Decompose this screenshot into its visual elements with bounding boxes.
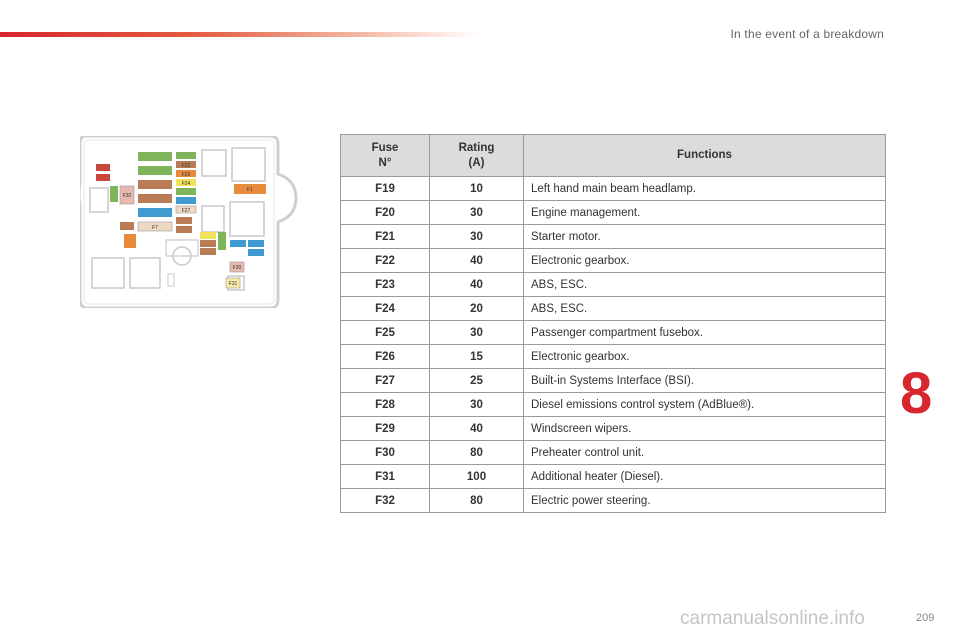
fuse-slot — [96, 164, 110, 171]
page-number: 209 — [916, 612, 935, 624]
cell-rating: 30 — [430, 225, 524, 249]
fuse-table — [340, 134, 886, 513]
watermark: carmanualsonline.info — [680, 608, 865, 629]
table-row — [341, 465, 886, 489]
fuse-slot — [124, 234, 136, 248]
cell-function: Electronic gearbox. — [524, 345, 886, 369]
cell-rating: 30 — [430, 393, 524, 417]
fuse-slot — [138, 152, 172, 161]
fuse-label-f7: F7 — [152, 225, 158, 231]
table-row — [341, 489, 886, 513]
table-row — [341, 393, 886, 417]
fuse-slot — [200, 232, 216, 239]
cell-rating: 25 — [430, 369, 524, 393]
cell-fuse: F30 — [341, 441, 430, 465]
fuse-slot — [230, 240, 246, 247]
table-row — [341, 345, 886, 369]
table-row — [341, 369, 886, 393]
fuse-slot — [138, 194, 172, 203]
fuse-label-f32: F32 — [122, 193, 132, 199]
cell-function: ABS, ESC. — [524, 273, 886, 297]
table-row — [341, 201, 886, 225]
cell-fuse: F26 — [341, 345, 430, 369]
fuse-slot — [138, 208, 172, 217]
cell-fuse: F22 — [341, 249, 430, 273]
fuse-label-f30: F30 — [232, 265, 242, 271]
cell-function: Left hand main beam headlamp. — [524, 177, 886, 201]
fuse-slot — [176, 152, 196, 159]
column-header-functions: Functions — [524, 135, 886, 177]
table-row — [341, 177, 886, 201]
chapter-title: In the event of a breakdown — [730, 27, 884, 41]
cell-rating: 80 — [430, 489, 524, 513]
table-row — [341, 225, 886, 249]
cell-fuse: F29 — [341, 417, 430, 441]
cell-rating: 10 — [430, 177, 524, 201]
cell-function: Preheater control unit. — [524, 441, 886, 465]
fuse-slot — [248, 249, 264, 256]
cell-rating: 30 — [430, 201, 524, 225]
cell-function: Additional heater (Diesel). — [524, 465, 886, 489]
cell-fuse: F25 — [341, 321, 430, 345]
fuse-slot — [110, 186, 118, 202]
cell-rating: 40 — [430, 273, 524, 297]
fuse-slot — [200, 248, 216, 255]
table-row — [341, 297, 886, 321]
fuse-slot — [218, 232, 226, 250]
column-header-fuse: Fuse N° — [341, 135, 430, 177]
table-header-row — [341, 135, 886, 177]
fusebox-diagram — [80, 136, 300, 308]
cell-fuse: F20 — [341, 201, 430, 225]
cell-fuse: F23 — [341, 273, 430, 297]
fuse-slot — [96, 174, 110, 181]
fuse-label-f22: F22 — [181, 163, 191, 169]
cell-function: Diesel emissions control system (AdBlue®). — [524, 393, 886, 417]
cell-rating: 100 — [430, 465, 524, 489]
cell-function: Passenger compartment fusebox. — [524, 321, 886, 345]
fuse-slot — [138, 180, 172, 189]
cell-function: Windscreen wipers. — [524, 417, 886, 441]
table-row — [341, 273, 886, 297]
cell-rating: 20 — [430, 297, 524, 321]
cell-rating: 30 — [430, 321, 524, 345]
cell-fuse: F31 — [341, 465, 430, 489]
cell-rating: 80 — [430, 441, 524, 465]
fuse-slot — [248, 240, 264, 247]
fuse-slot — [200, 240, 216, 247]
cell-function: Electric power steering. — [524, 489, 886, 513]
cell-fuse: F21 — [341, 225, 430, 249]
cell-fuse: F28 — [341, 393, 430, 417]
header-accent-bar — [0, 32, 480, 37]
column-header-rating: Rating (A) — [430, 135, 524, 177]
fuse-label-f27: F27 — [181, 208, 191, 214]
cell-fuse: F24 — [341, 297, 430, 321]
cell-fuse: F27 — [341, 369, 430, 393]
fuse-slot — [120, 222, 134, 230]
fuse-slot — [176, 217, 192, 224]
fuse-slot — [176, 188, 196, 195]
cell-function: Starter motor. — [524, 225, 886, 249]
cell-fuse: F32 — [341, 489, 430, 513]
fuse-slot — [138, 166, 172, 175]
cell-rating: 15 — [430, 345, 524, 369]
table-row — [341, 441, 886, 465]
fuse-label-f1: F1 — [247, 187, 253, 193]
table-row — [341, 417, 886, 441]
cell-function: Engine management. — [524, 201, 886, 225]
fuse-label-f24: F24 — [181, 181, 191, 187]
chapter-number: 8 — [900, 361, 933, 426]
cell-rating: 40 — [430, 417, 524, 441]
fuse-slot — [176, 197, 196, 204]
fuse-label-f31: F31 — [228, 281, 238, 287]
fuse-slot — [176, 226, 192, 233]
cell-fuse: F19 — [341, 177, 430, 201]
fuse-label-f23: F23 — [181, 172, 191, 178]
cell-function: ABS, ESC. — [524, 297, 886, 321]
table-row — [341, 321, 886, 345]
cell-function: Built-in Systems Interface (BSI). — [524, 369, 886, 393]
table-row — [341, 249, 886, 273]
cell-rating: 40 — [430, 249, 524, 273]
cell-function: Electronic gearbox. — [524, 249, 886, 273]
